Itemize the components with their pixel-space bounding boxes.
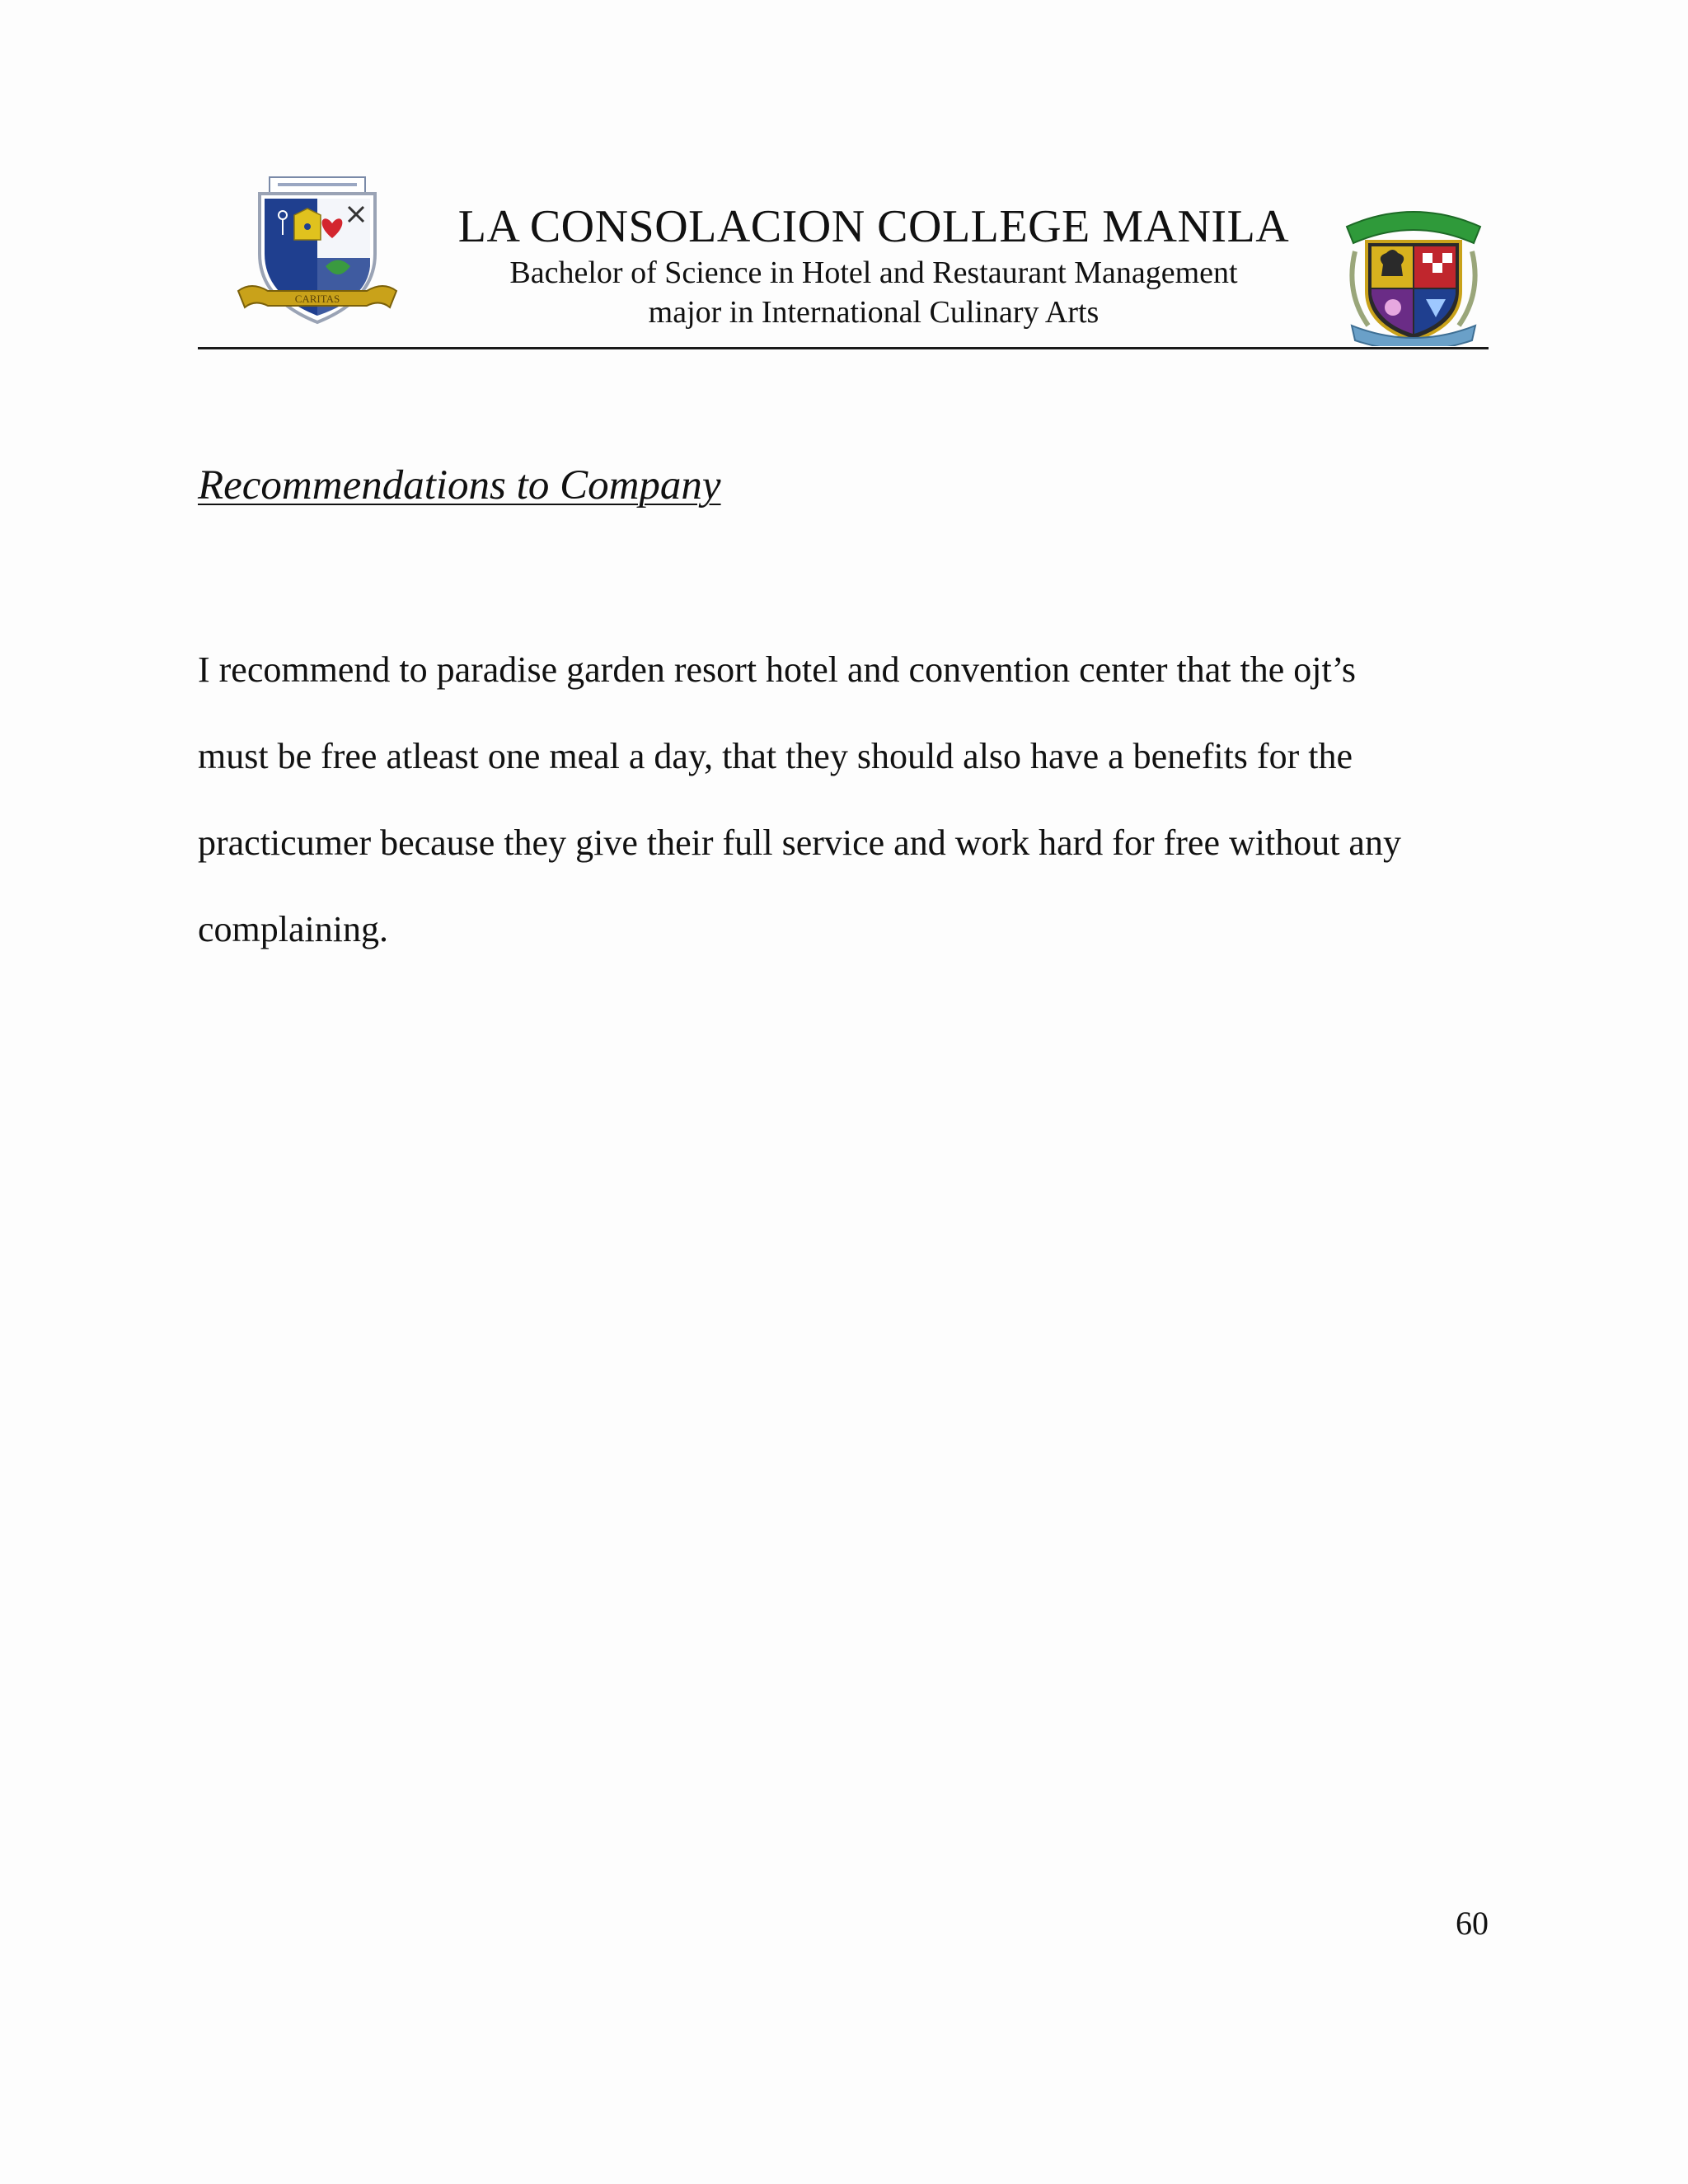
section-title: Recommendations to Company — [198, 462, 721, 509]
body-line: complaining. — [198, 909, 388, 949]
body-paragraph — [198, 626, 1492, 972]
header-text-block — [412, 200, 1335, 332]
college-name: LA CONSOLACION COLLEGE MANILA — [457, 201, 1290, 252]
body-line: practicumer because they give their full service and work hard for free without any — [198, 823, 1401, 863]
body-line: I recommend to paradise garden resort hotel and convention center that the ojt’s — [198, 649, 1357, 690]
page-number: 60 — [1456, 1905, 1489, 1942]
page-header — [198, 169, 1489, 350]
college-crest-icon — [235, 176, 400, 332]
program-crest-icon — [1343, 202, 1484, 346]
body-line: must be free atleast one meal a day, that they should also have a benefits for the — [198, 736, 1353, 776]
scroll-text: CARITAS — [294, 293, 340, 305]
header-divider — [198, 347, 1489, 349]
program-major: major in International Culinary Arts — [648, 295, 1100, 330]
program-name: Bachelor of Science in Hotel and Restaurant Management — [509, 255, 1238, 290]
